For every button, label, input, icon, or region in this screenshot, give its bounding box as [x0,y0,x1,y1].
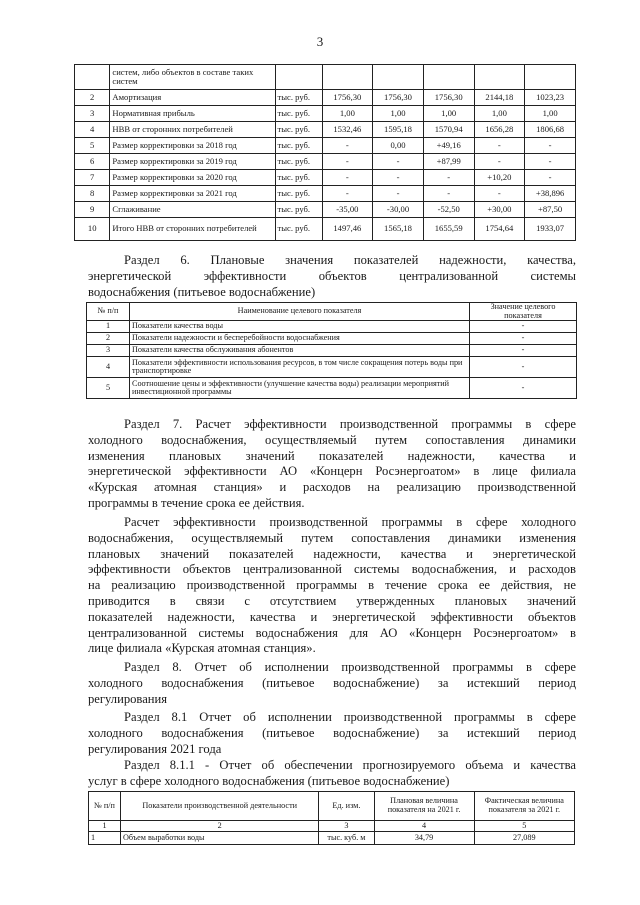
text-line: регулирования [88,691,168,706]
row-number: 9 [75,202,110,218]
target-value: - [470,345,577,357]
header-cell: Плановая величина показателя на 2021 г. [374,792,474,821]
value-cell: +49,16 [423,138,474,154]
header-cell: Фактическая величина показателя за 2021 г. [474,792,574,821]
unit-cell: тыс. куб. м [319,832,374,845]
value-cell: 1,00 [423,106,474,122]
table-row [87,378,577,399]
plan-value: 34,79 [374,832,474,845]
text-line: Раздел 7. Расчет эффективности производственной программы в сфере [124,417,576,431]
value-cell: - [423,186,474,202]
unit-cell: тыс. руб. [275,186,322,202]
row-number: 5 [75,138,110,154]
table-row [75,90,576,106]
table-row [75,202,576,218]
value-cell: - [322,154,373,170]
column-number: 4 [374,821,474,832]
row-number: 4 [75,122,110,138]
value-cell: 0,00 [373,138,424,154]
text-line: приводится в связи с отсутствием утвержденных плановых значений [88,593,576,608]
text-line: централизованной системы водоснабжения для АО «Концерн Росэнергоатом» в [88,625,576,640]
value-cell: - [525,138,576,154]
value-cell: 1756,30 [423,90,474,106]
row-number: 4 [87,357,130,378]
value-cell: - [525,154,576,170]
header-cell: Значение целевого показателя [470,303,577,321]
value-cell: 1806,68 [525,122,576,138]
column-number: 1 [89,821,121,832]
table-row [87,345,577,357]
value-cell: +30,00 [474,202,525,218]
text-line: Раздел 8. Отчет об исполнении производственной программы в сфере [124,660,576,674]
value-cell: +10,20 [474,170,525,186]
value-cell: -52,50 [423,202,474,218]
value-cell: 1497,46 [322,218,373,241]
text-line: программы в течение срока ее действия. [88,495,305,510]
indicator-name: Сглаживание [110,202,275,218]
value-cell: 1,00 [373,106,424,122]
column-number: 5 [474,821,574,832]
table-row [75,186,576,202]
value-cell: -30,00 [373,202,424,218]
row-number: 2 [75,90,110,106]
value-cell: 1532,46 [322,122,373,138]
unit-cell: тыс. руб. [275,218,322,241]
unit-cell: тыс. руб. [275,154,322,170]
value-cell: - [322,186,373,202]
row-number: 10 [75,218,110,241]
column-number: 3 [319,821,374,832]
value-cell: - [373,170,424,186]
value-cell [373,65,424,90]
value-cell: 1933,07 [525,218,576,241]
value-cell: 1565,18 [373,218,424,241]
header-cell: Показатели производственной деятельности [121,792,319,821]
text-line: лице филиала «Курская атомная станция». [88,641,316,656]
section-8-1-heading [88,710,576,757]
table-row [75,218,576,241]
row-number: 8 [75,186,110,202]
unit-cell: тыс. руб. [275,122,322,138]
text-line: водоснабжения (питьевое водоснабжение) [88,284,316,299]
table-row [87,357,577,378]
section-8-1-1-heading [88,758,576,790]
indicator-name: Амортизация [110,90,275,106]
value-cell: 1023,23 [525,90,576,106]
text-line: регулирования 2021 года [88,741,222,756]
row-number [75,65,110,90]
table-row [87,321,577,333]
table-header-row [87,303,577,321]
indicator-name: Размер корректировки за 2018 год [110,138,275,154]
header-cell: № п/п [87,303,130,321]
value-cell: 1,00 [525,106,576,122]
section-7-heading [88,417,576,512]
value-cell: 1655,59 [423,218,474,241]
text-line: Раздел 6. Плановые значения показателей надежности, качества, [124,253,576,267]
nvv-table [74,64,576,241]
section-7-body [88,515,576,657]
row-number: 3 [87,345,130,357]
text-line: Расчет эффективности производственной программы в сфере холодного [124,515,576,529]
indicator-name: Соотношение цены и эффективности (улучшение качества воды) реализации мероприятий инвестиционной программы [130,378,470,399]
unit-cell [275,65,322,90]
text-line: холодного водоснабжения, осуществляемый путем сопоставления динамики [88,432,576,447]
value-cell: 2144,18 [474,90,525,106]
text-line: показателей надежности, качества и энергетической эффективности объектов [88,609,576,624]
row-number: 2 [87,333,130,345]
column-number: 2 [121,821,319,832]
value-cell: 1656,28 [474,122,525,138]
value-cell: -35,00 [322,202,373,218]
unit-cell: тыс. руб. [275,90,322,106]
page-number: 3 [316,34,324,49]
value-cell [322,65,373,90]
indicator-name: Итого НВВ от сторонних потребителей [110,218,275,241]
row-number: 1 [89,832,121,845]
row-number: 6 [75,154,110,170]
text-line: услуг в сфере холодного водоснабжения (питьевое водоснабжение) [88,773,450,788]
indicator-name: Показатели эффективности использования ресурсов, в том числе сокращения потерь воды при транспортировке [130,357,470,378]
table-row [75,65,576,90]
text-line: энергетической эффективности АО «Концерн Росэнергоатом» в лице филиала [88,464,576,479]
table-row [89,832,575,845]
table-header-row [89,792,575,821]
unit-cell: тыс. руб. [275,106,322,122]
unit-cell: тыс. руб. [275,202,322,218]
value-cell: 1,00 [322,106,373,122]
text-line: энергетической эффективности объектов централизованной системы [88,268,576,283]
text-line: на реализацию производственной программы в течение срока ее действия, не [88,578,576,593]
target-indicators-table [86,302,577,399]
text-line: Раздел 8.1.1 - Отчет об обеспечении прогнозируемого объема и качества [124,758,576,772]
indicator-name: Объем выработки воды [121,832,319,845]
text-line: изменения плановых значений показателей надежности, качества и [88,448,576,463]
text-line: Раздел 8.1 Отчет об исполнении производственной программы в сфере [124,710,576,724]
text-line: «Курская атомная станция» и расходов на реализацию производственной [88,480,576,495]
value-cell: - [373,186,424,202]
target-value: - [470,321,577,333]
row-number: 7 [75,170,110,186]
value-cell: - [322,170,373,186]
indicator-name: НВВ от сторонних потребителей [110,122,275,138]
value-cell: - [474,186,525,202]
value-cell [525,65,576,90]
production-report-table [88,791,575,845]
indicator-name: Размер корректировки за 2021 год [110,186,275,202]
table-row [75,170,576,186]
text-line: холодного водоснабжения (питьевое водоснабжение) за истекший период [88,675,576,690]
value-cell [423,65,474,90]
value-cell: 1756,30 [322,90,373,106]
value-cell: +38,896 [525,186,576,202]
target-value: - [470,378,577,399]
fact-value: 27,089 [474,832,574,845]
target-value: - [470,357,577,378]
indicator-name: систем, либо объектов в составе таких систем [110,65,275,90]
table-row [75,154,576,170]
value-cell: - [474,154,525,170]
value-cell: - [423,170,474,186]
header-cell: Ед. изм. [319,792,374,821]
header-cell: № п/п [89,792,121,821]
indicator-name: Размер корректировки за 2020 год [110,170,275,186]
indicator-name: Размер корректировки за 2019 год [110,154,275,170]
column-numbering-row [89,821,575,832]
value-cell: - [322,138,373,154]
value-cell: +87,99 [423,154,474,170]
unit-cell: тыс. руб. [275,170,322,186]
value-cell: 1595,18 [373,122,424,138]
indicator-name: Показатели качества обслуживания абонентов [130,345,470,357]
value-cell: 1754,64 [474,218,525,241]
value-cell [474,65,525,90]
row-number: 3 [75,106,110,122]
value-cell: - [474,138,525,154]
table-row [87,333,577,345]
value-cell: 1756,30 [373,90,424,106]
table-row [75,106,576,122]
text-line: плановых значений показателей надежности, качества и энергетической [88,546,576,561]
row-number: 1 [87,321,130,333]
value-cell: - [373,154,424,170]
header-cell: Наименование целевого показателя [130,303,470,321]
target-value: - [470,333,577,345]
unit-cell: тыс. руб. [275,138,322,154]
text-line: холодного водоснабжения (питьевое водоснабжение) за истекший период [88,725,576,740]
table-row [75,122,576,138]
table-row [75,138,576,154]
indicator-name: Показатели надежности и бесперебойности водоснабжения [130,333,470,345]
value-cell: 1,00 [474,106,525,122]
value-cell: 1570,94 [423,122,474,138]
row-number: 5 [87,378,130,399]
indicator-name: Нормативная прибыль [110,106,275,122]
text-line: водоснабжения, осуществляемый путем сопоставления динамики изменения [88,530,576,545]
value-cell: - [525,170,576,186]
section-6-heading [88,253,576,300]
indicator-name: Показатели качества воды [130,321,470,333]
text-line: эффективности объектов централизованной системы водоснабжения, и расходов [88,562,576,577]
value-cell: +87,50 [525,202,576,218]
section-8-heading [88,660,576,707]
